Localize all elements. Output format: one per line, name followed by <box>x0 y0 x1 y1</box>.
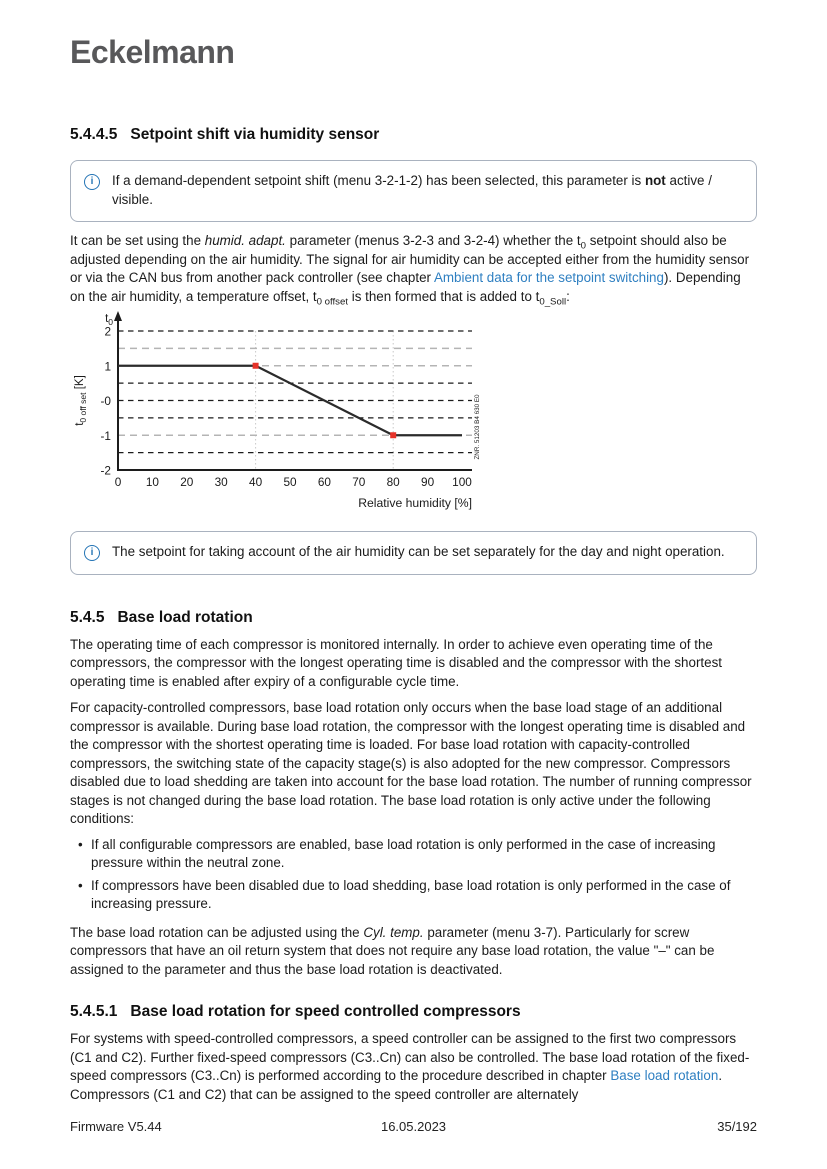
y-tick-label: -0 <box>100 394 111 409</box>
info-note-day-night <box>70 531 757 575</box>
x-tick-label: 0 <box>114 475 122 490</box>
text-run: If a demand-dependent setpoint shift (menu 3-2-1-2) has been selected, this parameter is <box>112 173 645 189</box>
section-heading-5445 <box>70 126 757 143</box>
y-tick-label: 2 <box>104 324 111 339</box>
x-tick-label: 30 <box>214 475 228 490</box>
italic-text: Cyl. temp. <box>363 924 424 940</box>
text-run: active / visible. <box>112 173 712 207</box>
list-item: • If all configurable compressors are enabled, base load rotation is only performed in the case of increasing pressure within the neutral zone. <box>76 836 757 873</box>
x-tick-label: 90 <box>421 475 435 490</box>
x-tick-label: 10 <box>145 475 159 490</box>
y-axis-label: $t_{0 off set}$ [K] <box>74 375 88 426</box>
intro-paragraph <box>70 232 757 306</box>
text-run: The base load rotation can be adjusted using the <box>70 924 364 940</box>
chapter-link[interactable]: Ambient data for the setpoint switching <box>433 270 664 286</box>
text-run: For systems with speed-controlled compressors, a speed controller can be assigned to the first two compressors (C1 and C2). Further fixed-speed compressors (C3..Cn) can also be controlled. The base load rotation of the fixed-speed compressors (C3..Cn) is performed according to the procedure described in chapter <box>70 1031 750 1084</box>
chapter-link[interactable]: Base load rotation <box>610 1068 719 1084</box>
x-tick-label: 100 <box>452 475 472 490</box>
info-note-text: The setpoint for taking account of the air humidity can be set separately for the day and night operation. <box>112 544 725 560</box>
paragraph-operating-time: The operating time of each compressor is monitored internally. In order to achieve even operating time of the compressors, the compressor with the longest operating time is disabled and the compressor with the shortest operating time is enabled after expiry of a configurable cycle time. <box>70 636 722 689</box>
section-heading-545 <box>70 609 757 626</box>
section-number: 5.4.5.1 <box>70 1003 118 1021</box>
y-tick-label: -2 <box>100 463 111 478</box>
subscript-text: 0_Soll <box>539 296 567 308</box>
bold-text: not <box>644 173 666 189</box>
humidity-offset-chart <box>70 309 500 527</box>
text-run: : <box>566 288 570 304</box>
x-tick-label: 70 <box>352 475 366 490</box>
conditions-list <box>76 836 757 914</box>
section-title: Base load rotation <box>117 608 253 626</box>
italic-text: humid. adapt. <box>204 233 286 249</box>
x-tick-label: 80 <box>386 475 400 490</box>
page-content <box>70 0 757 1104</box>
info-note-parameter-visibility <box>70 160 757 222</box>
text-run: setpoint should also be adjusted depending on the air humidity. The signal for air humidity can be accepted either from the humidity sensor or via the CAN bus from another pack controller (see chapter <box>70 233 750 286</box>
list-item: • If compressors have been disabled due to load shedding, base load rotation is only performed in the case of increasing pressure. <box>76 877 757 914</box>
info-note-text <box>112 172 742 209</box>
footer-page-number: 35/192 <box>717 1119 757 1134</box>
page-footer <box>70 1119 757 1135</box>
text-run: It can be set using the <box>70 233 205 249</box>
text-run: parameter (menus 3-2-3 and 3-2-4) whether the t <box>285 233 581 249</box>
paragraph-cyl-temp <box>70 924 757 980</box>
x-axis-label: Relative humidity [%] <box>358 496 472 511</box>
section-title: Setpoint shift via humidity sensor <box>130 126 380 143</box>
y-tick-label: -1 <box>100 428 111 443</box>
section-number: 5.4.4.5 <box>70 126 118 143</box>
info-icon: i <box>84 174 100 190</box>
paragraph-capacity-controlled: For capacity-controlled compressors, base load rotation only occurs when the base load stage of an additional compressor is available. During base load rotation, the compressor with the longest operating time is disabled and the compressor with the shortest operating time is loaded. For base load rotation with capacity-controlled compressors, the switching state of the capacity stage(s) is also adopted for the new compressor. Compressors disabled due to load shedding are taken into account for the base load rotation. The number of running compressor stages is not changed during the base load rotation. The base load rotation is only active under the following conditions: <box>70 700 752 827</box>
x-tick-label: 50 <box>283 475 297 490</box>
data-marker <box>253 363 259 369</box>
info-icon: i <box>84 545 100 561</box>
section-title: Base load rotation for speed controlled compressors <box>130 1003 521 1021</box>
paragraph-speed-controlled <box>70 1030 757 1104</box>
text-run: . Compressors (C1 and C2) that can be assigned to the speed controller are alternately <box>70 1068 723 1102</box>
subscript-text: 0 <box>580 240 587 252</box>
text-run: ). Depending on the air humidity, a temperature offset, t <box>70 270 741 304</box>
text-run: is then formed that is added to t <box>348 288 540 304</box>
data-marker <box>390 432 396 438</box>
x-tick-label: 40 <box>249 475 263 490</box>
footer-firmware-version: Firmware V5.44 <box>70 1119 162 1134</box>
section-number: 5.4.5 <box>70 608 105 626</box>
humidity-chart-svg <box>70 309 500 527</box>
y-axis-arrow <box>114 311 122 321</box>
y-axis-top-label: $t_0$ <box>105 313 113 328</box>
subscript-text: 0 offset <box>316 296 349 308</box>
section-heading-5451 <box>70 1003 757 1020</box>
y-tick-label: 1 <box>104 359 111 374</box>
eckelmann-logo: Eckelmann <box>70 34 235 70</box>
x-tick-label: 60 <box>317 475 331 490</box>
drawing-number-note: ZNR. 51203 B4 630 E0 <box>474 394 481 460</box>
x-tick-label: 20 <box>180 475 194 490</box>
footer-date: 16.05.2023 <box>380 1119 447 1134</box>
text-run: parameter (menu 3-7). Particularly for screw compressors that have an oil return system that does not require any base load rotation, the value "–" can be assigned to the parameter and thus the base load rotation is deactivated. <box>70 924 715 977</box>
